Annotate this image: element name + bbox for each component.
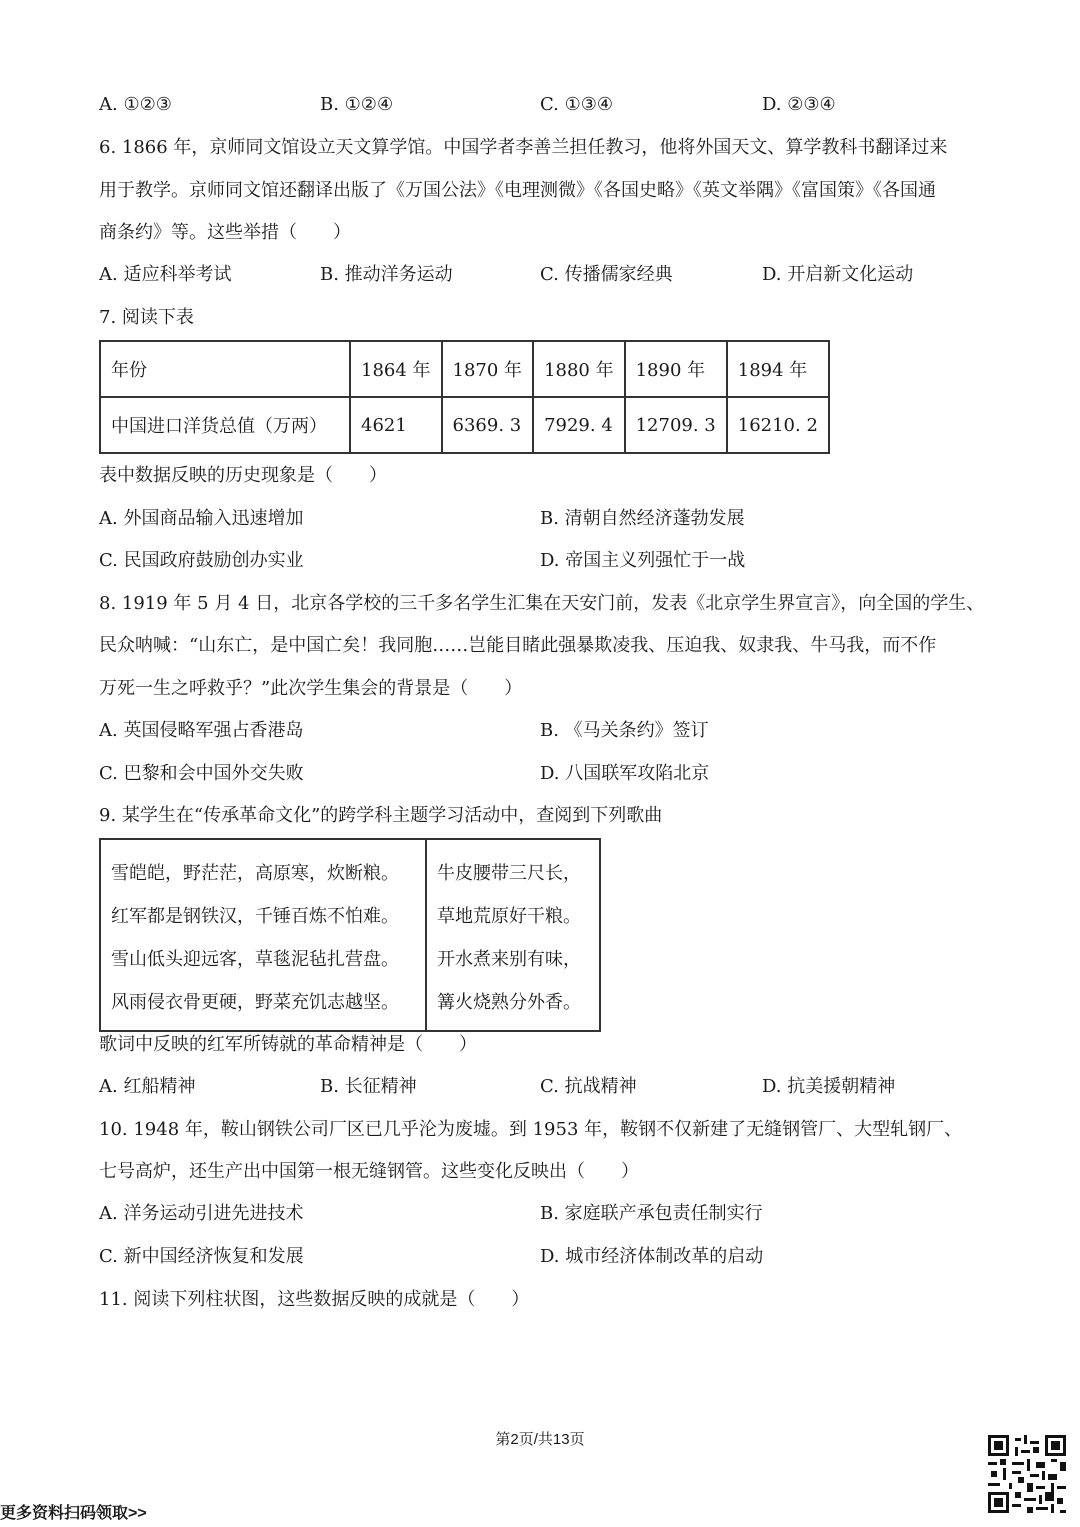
q5-option-b: B. ①②④ [320,94,394,115]
q7-option-a: A. 外国商品输入迅速增加 [99,508,304,529]
lyric-line: 雪皑皑，野茫茫，高原寒，炊断粮。 [111,863,399,884]
table-cell: 4621 [350,397,442,453]
q10-stem-line-1: 10. 1948 年，鞍山钢铁公司厂区已几乎沦为废墟。到 1953 年，鞍钢不仅新建了无缝钢管厂、大型轧钢厂、 [99,1119,963,1140]
table-cell: 6369. 3 [442,397,534,453]
q7-question: 表中数据反映的历史现象是（ ） [99,465,387,486]
q10-option-d: D. 城市经济体制改革的启动 [540,1246,764,1267]
table-cell: 12709. 3 [625,397,727,453]
q8-stem-line-1: 8. 1919 年 5 月 4 日，北京各学校的三千多名学生汇集在天安门前，发表《北京学生界宣言》，向全国的学生、 [99,593,985,614]
lyric-line: 牛皮腰带三尺长， [437,863,581,884]
q6-stem-line-2: 用于教学。京师同文馆还翻译出版了《万国公法》《电理测微》《各国史略》《英文举隅》《富国策》《各国通 [99,180,936,201]
q9-question: 歌词中反映的红军所铸就的革命精神是（ ） [99,1034,477,1055]
q5-option-d: D. ②③④ [762,94,836,115]
lyric-line: 开水煮来别有味， [437,949,581,970]
q7-option-b: B. 清朝自然经济蓬勃发展 [540,508,745,529]
q10-option-c: C. 新中国经济恢复和发展 [99,1246,304,1267]
q6-option-a: A. 适应科举考试 [99,264,232,285]
table-cell: 1890 年 [625,341,727,397]
q10-option-a: A. 洋务运动引进先进技术 [99,1203,304,1224]
promo-text[interactable]: 更多资料扫码领取>> [0,1505,147,1522]
q6-stem-line-3: 商条约》等。这些举措（ ） [99,222,351,243]
q10-stem-line-2: 七号高炉，还生产出中国第一根无缝钢管。这些变化反映出（ ） [99,1161,639,1182]
q10-option-b: B. 家庭联产承包责任制实行 [540,1203,763,1224]
q11-stem: 11. 阅读下列柱状图，这些数据反映的成就是（ ） [99,1289,530,1310]
table-row [100,397,829,453]
q7-option-d: D. 帝国主义列强忙于一战 [540,550,746,571]
q7-option-c: C. 民国政府鼓励创办实业 [99,550,304,571]
q9-option-a: A. 红船精神 [99,1076,196,1097]
q8-option-b: B. 《马关条约》签订 [540,720,709,741]
lyric-line: 篝火烧熟分外香。 [437,992,581,1013]
q6-option-c: C. 传播儒家经典 [540,264,673,285]
q8-stem-line-3: 万死一生之呼救乎？”此次学生集会的背景是（ ） [99,678,523,699]
qr-code-icon[interactable] [988,1435,1066,1513]
table-cell: 16210. 2 [727,397,829,453]
lyric-line: 草地荒原好干粮。 [437,906,581,927]
table-cell: 1864 年 [350,341,442,397]
table-cell: 1870 年 [442,341,534,397]
table-row [100,341,829,397]
lyrics-right-cell [426,839,600,1031]
q6-option-b: B. 推动洋务运动 [320,264,453,285]
q9-stem: 9. 某学生在“传承革命文化”的跨学科主题学习活动中，查阅到下列歌曲 [99,805,663,826]
q6-option-d: D. 开启新文化运动 [762,264,914,285]
q9-option-d: D. 抗美援朝精神 [762,1076,896,1097]
table-cell: 7929. 4 [533,397,625,453]
table-cell: 1880 年 [533,341,625,397]
q5-option-c: C. ①③④ [540,94,613,115]
q5-option-a: A. ①②③ [99,94,172,115]
q9-option-c: C. 抗战精神 [540,1076,637,1097]
lyrics-left-cell [100,839,426,1031]
lyric-line: 红军都是钢铁汉，千锤百炼不怕难。 [111,906,399,927]
q8-option-c: C. 巴黎和会中国外交失败 [99,763,304,784]
import-value-table [99,340,830,454]
song-lyrics-table [99,838,601,1032]
q7-stem: 7. 阅读下表 [99,307,194,328]
table-cell: 年份 [100,341,350,397]
page-number: 第2页/共13页 [495,1431,585,1448]
q8-option-d: D. 八国联军攻陷北京 [540,763,710,784]
q8-option-a: A. 英国侵略军强占香港岛 [99,720,304,741]
q6-stem-line-1: 6. 1866 年，京师同文馆设立天文算学馆。中国学者李善兰担任教习，他将外国天文、算学教科书翻译过来 [99,137,948,158]
table-cell: 中国进口洋货总值（万两） [100,397,350,453]
table-cell: 1894 年 [727,341,829,397]
q8-stem-line-2: 民众呐喊：“山东亡，是中国亡矣！我同胞……岂能目睹此强暴欺凌我、压迫我、奴隶我、牛马我，而不作 [99,635,937,656]
lyric-line: 雪山低头迎远客，草毯泥毡扎营盘。 [111,949,399,970]
q9-option-b: B. 长征精神 [320,1076,417,1097]
lyric-line: 风雨侵衣骨更硬，野菜充饥志越坚。 [111,992,399,1013]
table-row [100,839,600,1031]
